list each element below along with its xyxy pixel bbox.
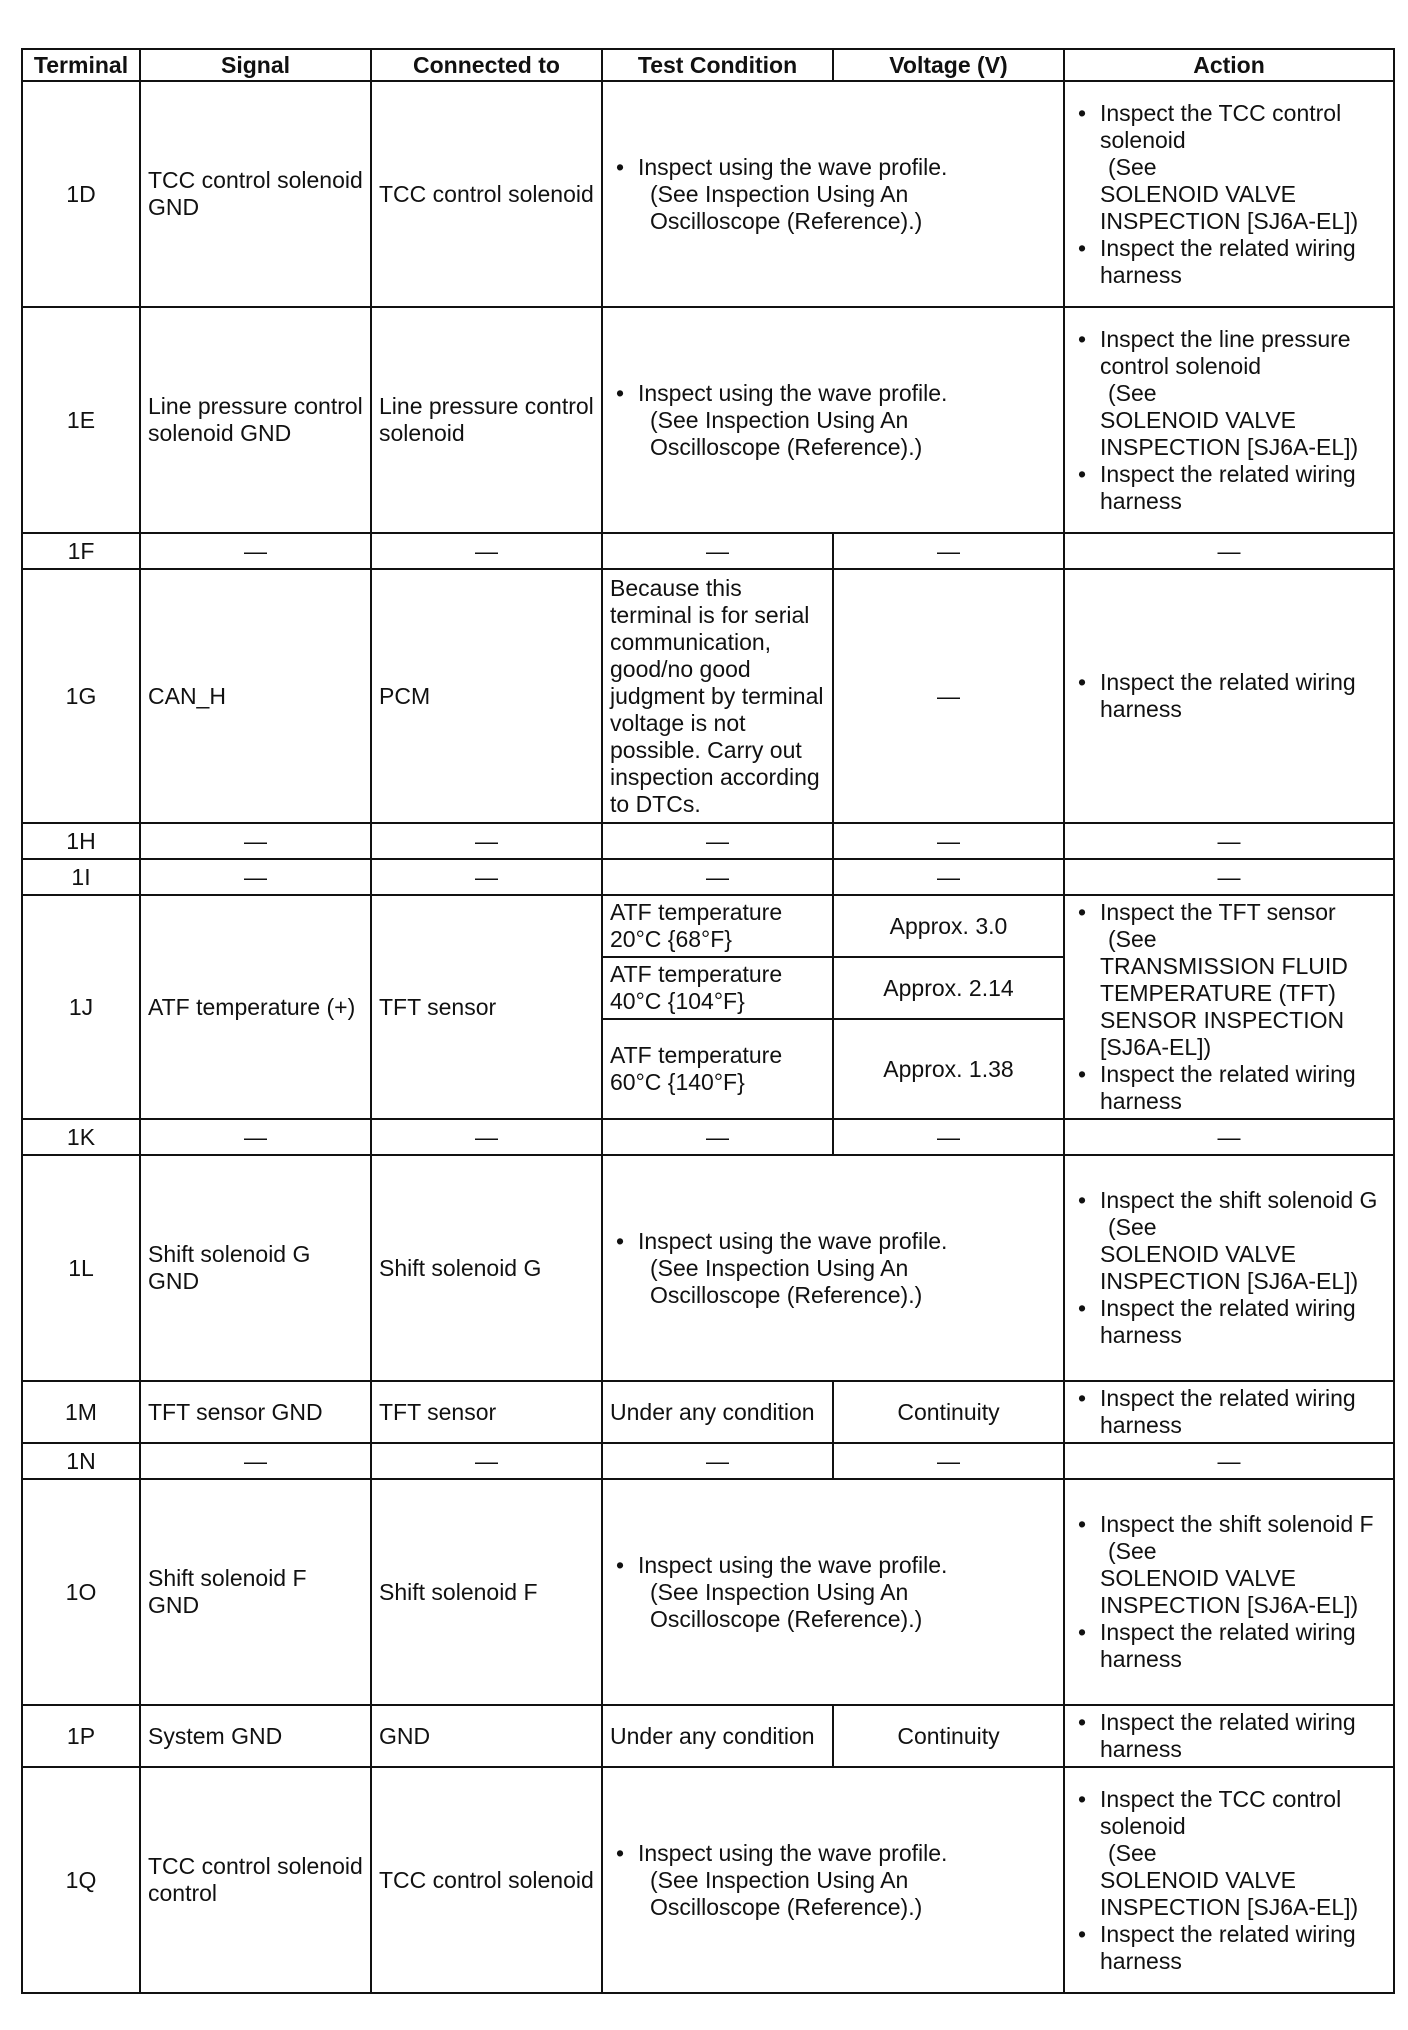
dash-cell: — — [602, 1443, 833, 1479]
header-test-condition: Test Condition — [602, 49, 833, 81]
wave-profile-item: • Inspect using the wave profile. (See Inspection Using An Oscilloscope (Reference).) — [610, 1840, 1056, 1921]
connected-cell: Shift solenoid G — [371, 1155, 602, 1381]
action-item: • Inspect the related wiring harness — [1072, 235, 1386, 289]
action-list — [1072, 1709, 1386, 1763]
signal-cell: TCC control solenoid control — [140, 1767, 371, 1993]
wave-profile-item: • Inspect using the wave profile. (See Inspection Using An Oscilloscope (Reference).) — [610, 380, 1056, 461]
table-row — [22, 823, 1394, 859]
table-row — [22, 81, 1394, 307]
table-row — [22, 859, 1394, 895]
action-item: • Inspect the TCC control solenoid (See SOLENOID VALVE INSPECTION [SJ6A-EL]) — [1072, 100, 1386, 235]
action-cell — [1064, 1155, 1394, 1381]
action-list — [1072, 1511, 1386, 1673]
action-item: • Inspect the related wiring harness — [1072, 461, 1386, 515]
terminal-cell: 1K — [22, 1119, 140, 1155]
test-condition-cell: Under any condition — [602, 1381, 833, 1443]
signal-cell: CAN_H — [140, 569, 371, 823]
dash-cell: — — [602, 533, 833, 569]
connected-cell: TFT sensor — [371, 895, 602, 1119]
action-list — [1072, 100, 1386, 289]
terminal-cell: 1O — [22, 1479, 140, 1705]
dash-cell: — — [1064, 1119, 1394, 1155]
terminal-cell: 1D — [22, 81, 140, 307]
table-row — [22, 895, 1394, 957]
action-cell — [1064, 569, 1394, 823]
dash-cell: — — [371, 859, 602, 895]
table-row — [22, 1705, 1394, 1767]
signal-cell: Shift solenoid G GND — [140, 1155, 371, 1381]
action-item: • Inspect the shift solenoid F (See SOLENOID VALVE INSPECTION [SJ6A-EL]) — [1072, 1511, 1386, 1619]
table-row — [22, 569, 1394, 823]
test-condition-cell: Because this terminal is for serial communication, good/no good judgment by terminal voltage is not possible. Carry out inspection according to DTCs. — [602, 569, 833, 823]
table-row — [22, 1381, 1394, 1443]
wave-profile-list — [610, 380, 1056, 461]
terminal-cell: 1E — [22, 307, 140, 533]
action-cell — [1064, 81, 1394, 307]
header-terminal: Terminal — [22, 49, 140, 81]
dash-cell: — — [833, 533, 1064, 569]
table-row — [22, 307, 1394, 533]
wave-profile-list — [610, 1552, 1056, 1633]
action-item: • Inspect the related wiring harness — [1072, 1709, 1386, 1763]
action-cell — [1064, 1479, 1394, 1705]
dash-cell: — — [1064, 1443, 1394, 1479]
dash-cell: — — [602, 1119, 833, 1155]
dash-cell: — — [833, 859, 1064, 895]
dash-cell: — — [602, 859, 833, 895]
voltage-cell: Approx. 3.0 — [833, 895, 1064, 957]
wave-profile-item: • Inspect using the wave profile. (See Inspection Using An Oscilloscope (Reference).) — [610, 154, 1056, 235]
connected-cell: TCC control solenoid — [371, 1767, 602, 1993]
test-condition-cell: ATF temperature 20°C {68°F} — [602, 895, 833, 957]
action-item: • Inspect the related wiring harness — [1072, 1061, 1386, 1115]
voltage-cell: Approx. 1.38 — [833, 1019, 1064, 1119]
signal-cell: Line pressure control solenoid GND — [140, 307, 371, 533]
terminal-cell: 1L — [22, 1155, 140, 1381]
action-item: • Inspect the TFT sensor (See TRANSMISSION FLUID TEMPERATURE (TFT) SENSOR INSPECTION [SJ6A-EL]) — [1072, 899, 1386, 1061]
table-row — [22, 1767, 1394, 1993]
action-list — [1072, 1187, 1386, 1349]
voltage-cell: Continuity — [833, 1705, 1064, 1767]
table-header-row — [22, 49, 1394, 81]
dash-cell: — — [371, 1443, 602, 1479]
signal-cell: System GND — [140, 1705, 371, 1767]
dash-cell: — — [833, 569, 1064, 823]
terminal-cell: 1G — [22, 569, 140, 823]
wave-profile-item: • Inspect using the wave profile. (See Inspection Using An Oscilloscope (Reference).) — [610, 1228, 1056, 1309]
voltage-cell: Continuity — [833, 1381, 1064, 1443]
connected-cell: GND — [371, 1705, 602, 1767]
action-cell — [1064, 1381, 1394, 1443]
signal-cell: TCC control solenoid GND — [140, 81, 371, 307]
wave-profile-list — [610, 1228, 1056, 1309]
dash-cell: — — [602, 823, 833, 859]
test-condition-cell — [602, 1767, 1064, 1993]
action-list — [1072, 899, 1386, 1115]
terminal-cell: 1H — [22, 823, 140, 859]
test-condition-cell — [602, 1479, 1064, 1705]
connected-cell: PCM — [371, 569, 602, 823]
wave-profile-list — [610, 154, 1056, 235]
signal-cell: ATF temperature (+) — [140, 895, 371, 1119]
voltage-cell: Approx. 2.14 — [833, 957, 1064, 1019]
table-row — [22, 1119, 1394, 1155]
header-action: Action — [1064, 49, 1394, 81]
action-item: • Inspect the TCC control solenoid (See SOLENOID VALVE INSPECTION [SJ6A-EL]) — [1072, 1786, 1386, 1921]
dash-cell: — — [140, 533, 371, 569]
terminal-inspection-table — [21, 48, 1395, 1994]
test-condition-cell — [602, 81, 1064, 307]
test-condition-cell: Under any condition — [602, 1705, 833, 1767]
action-item: • Inspect the related wiring harness — [1072, 1619, 1386, 1673]
dash-cell: — — [140, 1119, 371, 1155]
action-cell — [1064, 1767, 1394, 1993]
wave-profile-item: • Inspect using the wave profile. (See Inspection Using An Oscilloscope (Reference).) — [610, 1552, 1056, 1633]
action-list — [1072, 669, 1386, 723]
dash-cell: — — [1064, 533, 1394, 569]
table-row — [22, 1155, 1394, 1381]
terminal-cell: 1P — [22, 1705, 140, 1767]
connected-cell: TCC control solenoid — [371, 81, 602, 307]
connected-cell: Shift solenoid F — [371, 1479, 602, 1705]
action-item: • Inspect the related wiring harness — [1072, 669, 1386, 723]
dash-cell: — — [833, 823, 1064, 859]
action-cell — [1064, 307, 1394, 533]
terminal-cell: 1F — [22, 533, 140, 569]
action-item: • Inspect the related wiring harness — [1072, 1295, 1386, 1349]
action-cell — [1064, 1705, 1394, 1767]
wave-profile-list — [610, 1840, 1056, 1921]
signal-cell: Shift solenoid F GND — [140, 1479, 371, 1705]
dash-cell: — — [140, 823, 371, 859]
terminal-cell: 1N — [22, 1443, 140, 1479]
action-cell — [1064, 895, 1394, 1119]
dash-cell: — — [371, 823, 602, 859]
header-signal: Signal — [140, 49, 371, 81]
header-voltage: Voltage (V) — [833, 49, 1064, 81]
terminal-cell: 1J — [22, 895, 140, 1119]
table-row — [22, 533, 1394, 569]
terminal-cell: 1I — [22, 859, 140, 895]
action-list — [1072, 1786, 1386, 1975]
dash-cell: — — [833, 1443, 1064, 1479]
test-condition-cell — [602, 1155, 1064, 1381]
dash-cell: — — [1064, 823, 1394, 859]
action-list — [1072, 1385, 1386, 1439]
terminal-cell: 1M — [22, 1381, 140, 1443]
signal-cell: TFT sensor GND — [140, 1381, 371, 1443]
test-condition-cell: ATF temperature 40°C {104°F} — [602, 957, 833, 1019]
action-item: • Inspect the shift solenoid G (See SOLENOID VALVE INSPECTION [SJ6A-EL]) — [1072, 1187, 1386, 1295]
table-row — [22, 1443, 1394, 1479]
dash-cell: — — [140, 859, 371, 895]
action-item: • Inspect the line pressure control solenoid (See SOLENOID VALVE INSPECTION [SJ6A-EL]) — [1072, 326, 1386, 461]
header-connected-to: Connected to — [371, 49, 602, 81]
action-item: • Inspect the related wiring harness — [1072, 1385, 1386, 1439]
dash-cell: — — [1064, 859, 1394, 895]
dash-cell: — — [140, 1443, 371, 1479]
test-condition-cell: ATF temperature 60°C {140°F} — [602, 1019, 833, 1119]
dash-cell: — — [371, 533, 602, 569]
action-item: • Inspect the related wiring harness — [1072, 1921, 1386, 1975]
action-list — [1072, 326, 1386, 515]
terminal-cell: 1Q — [22, 1767, 140, 1993]
dash-cell: — — [371, 1119, 602, 1155]
test-condition-cell — [602, 307, 1064, 533]
connected-cell: Line pressure control solenoid — [371, 307, 602, 533]
dash-cell: — — [833, 1119, 1064, 1155]
connected-cell: TFT sensor — [371, 1381, 602, 1443]
table-row — [22, 1479, 1394, 1705]
